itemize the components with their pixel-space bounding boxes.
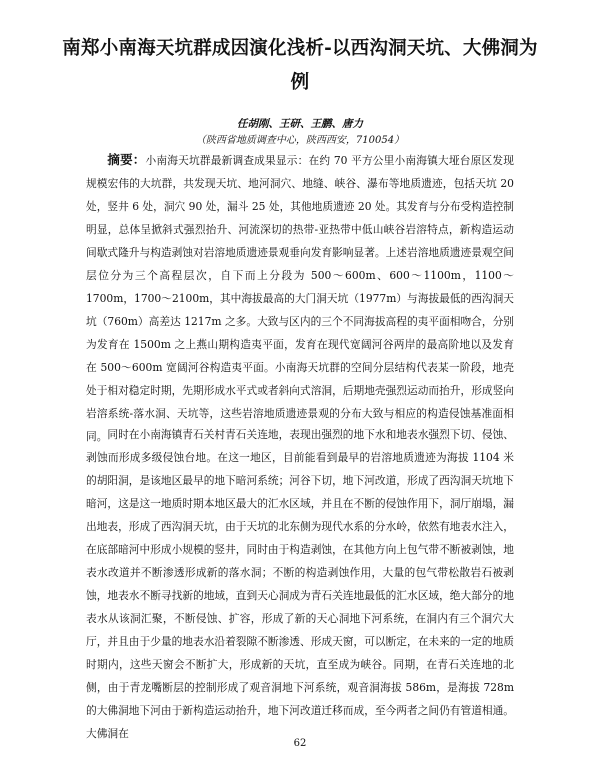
abstract-text: 小南海天坑群最新调查成果显示：在约 70 平方公里小南海镇大垭台原区发现规模宏伟的大坑群，共发现天坑、地河洞穴、地缝、峡谷、瀑布等地质遗迹，包括天坑 20 处，竖井 6 处，洞穴 90 处，漏斗 25 处，其他地质遗迹 20 处。其发育与分布受构造控制明显，总体呈掀斜式强烈抬升、河流深切的热带-亚热带中低山峡谷岩溶特点，新构造运动间歇式隆升与构造剥蚀对岩溶地质遗迹景观垂向发育影响显著。上述岩溶地质遗迹景观空间层位分为三个高程层次，自下而上分段为 500～600m、600～1100m，1100～1700m，1700～2100m，其中海拔最高的大门洞天坑（1977m）与海拔最低的西沟洞天坑（760m）高差达 1217m 之多。大致与区内的三个不同海拔高程的夷平面相吻合，分别为发育在 1500m 之上燕山期构造夷平面，发育在现代宽阔河谷两岸的最高阶地以及发育在 500～600m 宽阔河谷构造夷平面。小南海天坑群的空间分层结构代表某一阶段，地壳处于相对稳定时期，先期形成水平式或者斜向式溶洞，后期地壳强烈运动而抬升，形成竖向岩溶系统-落水洞、天坑等，这些岩溶地质遗迹景观的分布大致与相应的构造侵蚀基准面相同。 (86, 154, 514, 443)
paper-affiliation: （陕西省地质调查中心，陕西西安，710054） (195, 135, 405, 146)
body-paragraph: 同时在小南海镇青石关村青石关连地，表现出强烈的地下水和地表水强烈下切、侵蚀、剥蚀而形成多级侵蚀台地。在这一地区，目前能看到最早的岩溶地质遗迹为海拔 1104 米的胡阳洞，是该地区最早的地下暗河系统；河谷下切，地下河改道，形成了西沟洞天坑地下暗河，这是这一地质时期本地区最大的汇水区域，并且在不断的侵蚀作用下，洞厅崩塌，漏出地表，形成了西沟洞天坑，由于天坑的北东侧为现代水系的分水岭，依然有地表水注入，在底部暗河中形成小规模的竖井，同时由于构造剥蚀，在其他方向上包气带不断被剥蚀，地表水改道并不断渗透形成新的落水洞；不断的构造剥蚀作用，大量的包气带松散岩石被剥蚀，地表水不断寻找新的地域，直到天心洞成为青石关连地最低的汇水区域，绝大部分的地表水从该洞汇聚，不断侵蚀、扩容，形成了新的天心洞地下河系统，在洞内有三个洞穴大厅，并且由于少量的地表水沿着裂隙不断渗透、形成天窗，可以断定，在未来的一定的地质时期内，这些天窗会不断扩大，形成新的天坑，直至成为峡谷。同期，在青石关连地的北侧，由于青龙嘴断层的控制形成了观音洞地下河系统，观音洞海拔 586m，是海拔 728m 的大佛洞地下河由于新构造运动抬升，地下河改道迁移而成，至今两者之间仍有管道相通。大佛洞在 (86, 428, 514, 740)
abstract-label: 摘要： (107, 152, 146, 167)
paper-title: 南郑小南海天坑群成因演化浅析-以西沟洞天坑、大佛洞为例 (62, 38, 538, 93)
page-number: 62 (293, 738, 307, 749)
paper-authors: 任胡刚、王研、王鹏、唐力 (237, 118, 363, 130)
abstract (86, 148, 514, 448)
